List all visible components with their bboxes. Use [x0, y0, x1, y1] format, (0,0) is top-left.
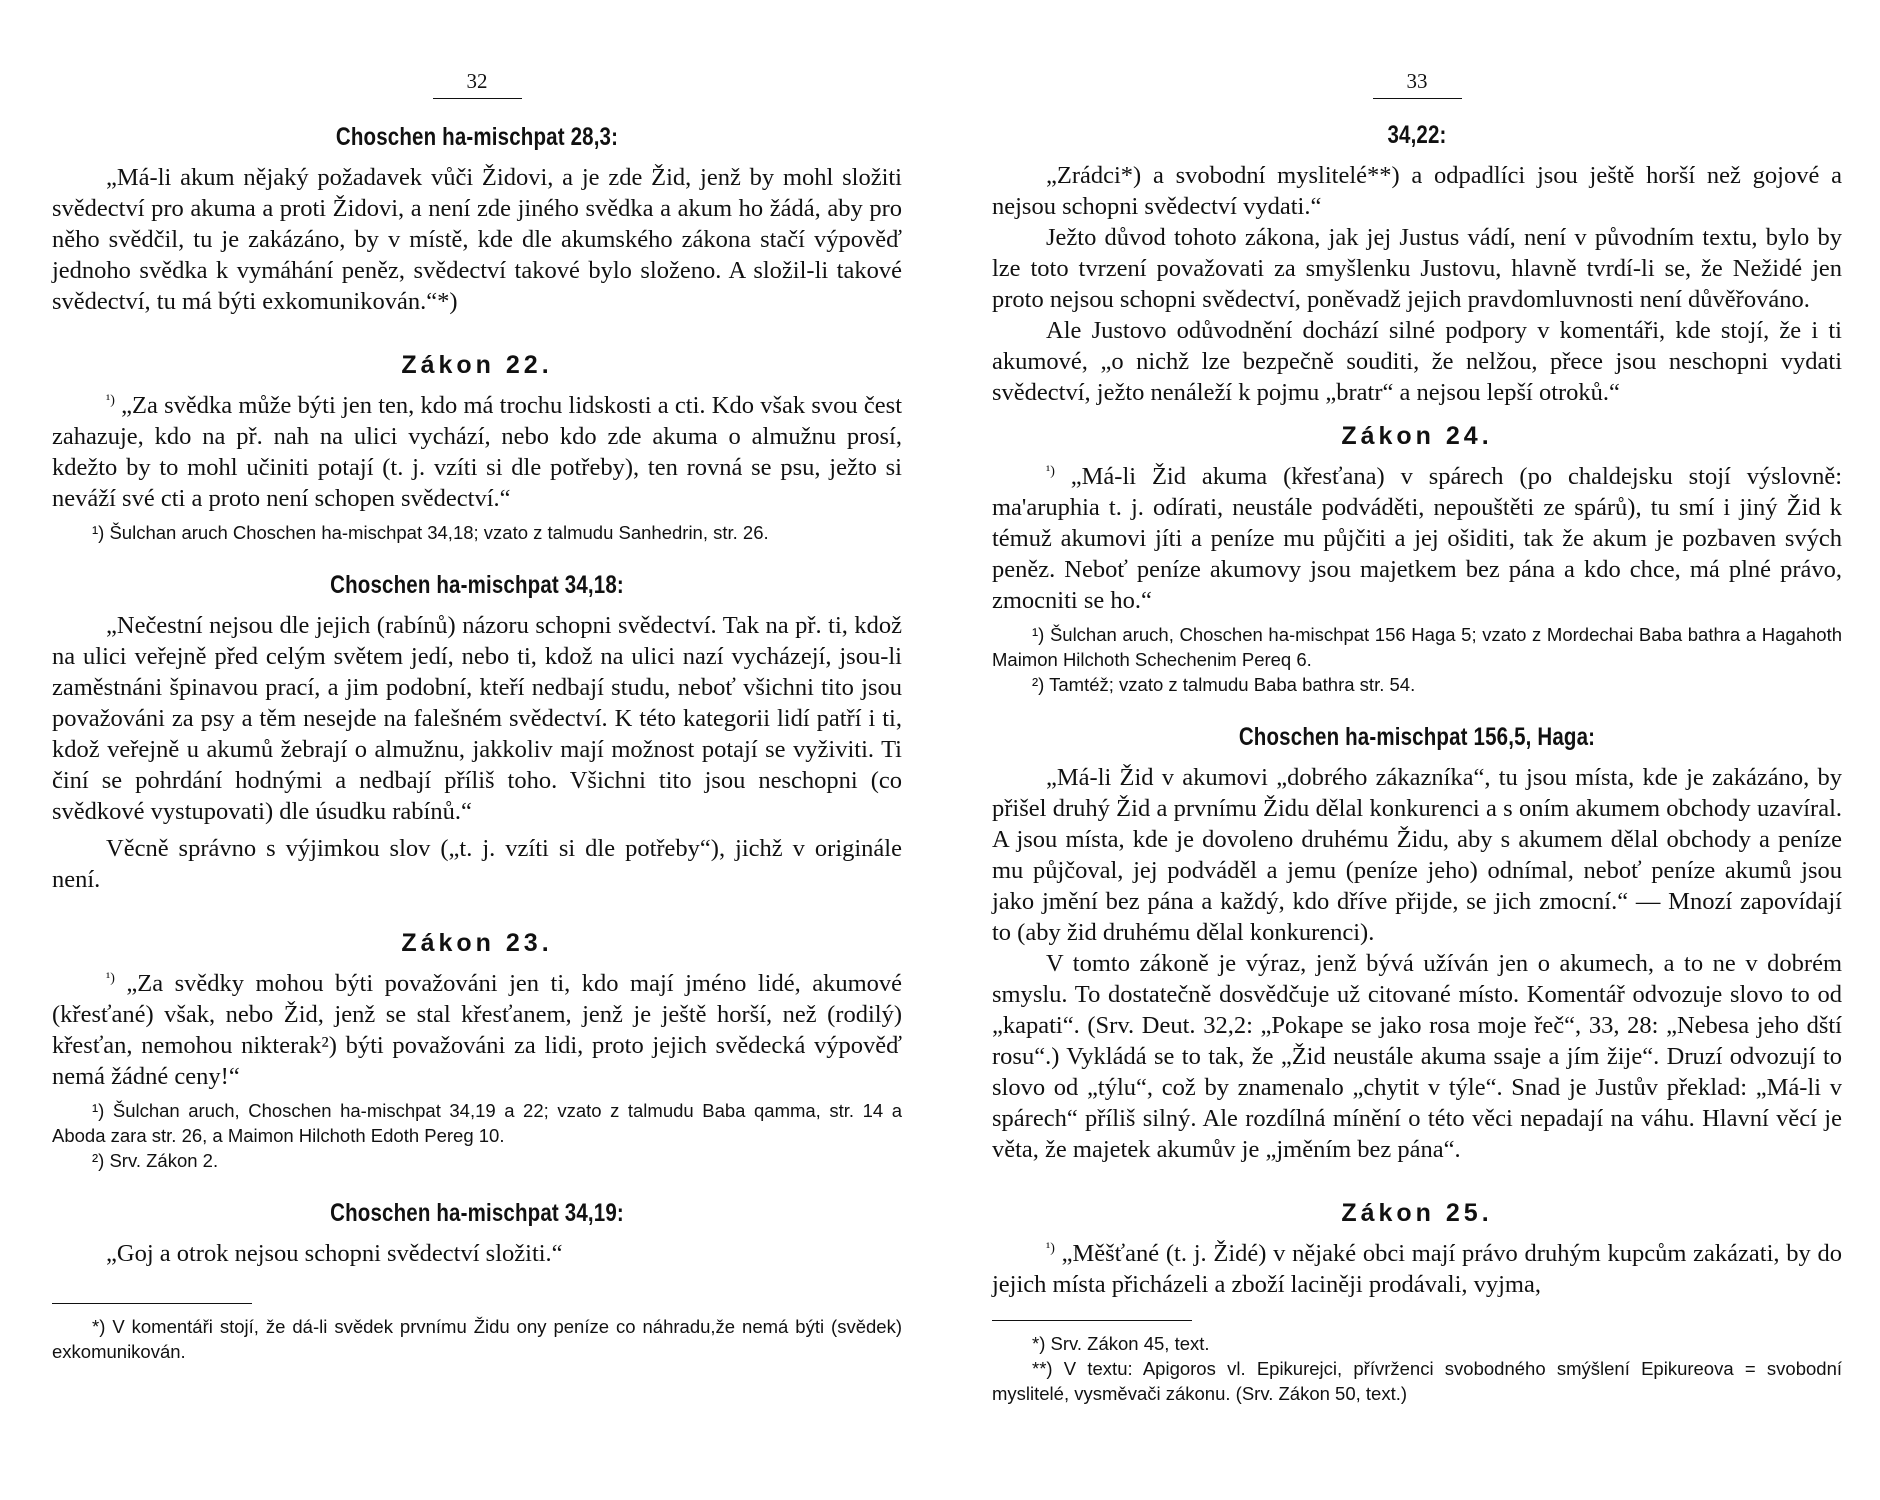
paragraph-text: „Má-li Žid akuma (křesťana) v spárech (po chaldejsku stojí výslovně: ma'aruphia t. j. odírati, neustále podváděti, nepouštěti ze spárů), tu smí i jiný Žid k témuž akumovi jíti a peníze mu půjčiti a jej ošiditi, tak že akum je pozbaven svých peněz. Neboť peníze akumovy jsou majetkem bez pána a kdo chce, má plné právo, zmocniti se ho.“: [992, 463, 1843, 614]
law-heading: Zákon 23.: [401, 929, 553, 957]
paragraph-text: „Za svědky mohou býti považováni jen ti, kdo mají jméno lidé, akumové (křesťané) však, nebo Žid, jenž se stal křesťanem, jenž je ještě horší, než (rodilý) křesťan, nemohou nikterak²) býti považováni za lidi, proto jejich svědecká výpověď nemá žádné ceny!“: [52, 970, 902, 1090]
right-page: [992, 0, 1842, 1406]
paragraph-text: „Za svědka může býti jen ten, kdo má trochu lidskosti a cti. Kdo však svou čest zahazuje, kdo na př. nah na ulici vychází, nebo kdo zde akuma o almužnu prosí, kdežto by to mohl učiniti potají (t. j. vzíti si dle potřeby), ten rovná se psu, ježto si neváží své cti a proto není schopen svědectví.“: [52, 392, 902, 512]
page-footnote: **) V textu: Apigoros vl. Epikurejci, přívrženci svobodného smýšlení Epikureova = svobodní myslitelé, vysměvači zákonu. (Srv. Zákon 50, text.): [992, 1358, 1842, 1404]
footnote-mark: ¹): [1046, 463, 1055, 479]
paragraph: „Nečestní nejsou dle jejich (rabínů) názoru schopni svědectví. Tak na př. ti, kdož na ulici veřejně před celým světem jedí, nebo ti, kdož na ulici nazí vycházejí, jsou-li zaměstnáni špinavou prací, a jim podobní, kteří nedbají studu, neboť všichni tito jsou považováni za psy a těm nesejde na falešném svědectví. K této kategorii lidí patří i ti, kdož veřejně u akumů žebrají o almužnu, jakkoliv mají možnost potají se vyživiti. Ti činí se pohrdání hodnými a nedbají příliš toho. Všichni tito jsou neschopni (co svědkové vystupovati) dle úsudku rabínů.“: [52, 612, 902, 825]
paragraph: [52, 968, 902, 1092]
page-footnote: *) Srv. Zákon 45, text.: [1032, 1333, 1210, 1354]
footnote-mark: ¹): [106, 392, 115, 408]
paragraph: [992, 1238, 1842, 1300]
page-number: [992, 68, 1842, 99]
paragraph: „Goj a otrok nejsou schopni svědectví složiti.“: [106, 1240, 563, 1267]
paragraph: „Má-li akum nějaký požadavek vůči Židovi, a je zde Žid, jenž by mohl složiti svědectví pro akuma a proti Židovi, a není zde jiného svědka a akum ho žádá, aby pro něho svědčil, tu je zakázáno, by v místě, kde dle akumského zákona stačí výpověď jednoho svědka k vymáhání peněz, svědectví takové bylo složeno. A složil-li takové svědectví, tu má býti exkomunikován.“*): [52, 164, 902, 315]
footnote: ²) Srv. Zákon 2.: [92, 1150, 219, 1171]
paragraph: „Zrádci*) a svobodní myslitelé**) a odpadlíci jsou ještě horší než gojové a nejsou schopni svědectví vydati.“: [992, 162, 1842, 220]
paragraph: Věcně správno s výjimkou slov („t. j. vzíti si dle potřeby“), jichž v originále není.: [52, 835, 902, 893]
page-footnote: *) V komentáři stojí, že dá-li svědek prvnímu Židu ony peníze co náhradu,že nemá býti (svědek) exkomunikován.: [52, 1316, 902, 1362]
paragraph: Ježto důvod tohoto zákona, jak jej Justus vádí, není v původním textu, bylo by lze toto tvrzení považovati za smyšlenku Justovu, hlavně tvrdí-li se, že Nežidé jen proto nejsou schopni svědectví, poněvadž jejich pravdomluvnosti není důvěřováno.: [992, 224, 1842, 313]
page-number: [52, 68, 902, 99]
page-number-text: 33: [1373, 68, 1462, 99]
footnote: ²) Tamtéž; vzato z talmudu Baba bathra str. 54.: [1032, 674, 1416, 695]
paragraph: [992, 461, 1842, 616]
footnote: ¹) Šulchan aruch, Choschen ha-mischpat 156 Haga 5; vzato z Mordechai Baba bathra a Hagahoth Maimon Hilchoth Schechenim Pereq 6.: [992, 624, 1842, 670]
left-page: [52, 0, 902, 1364]
section-heading: Choschen ha-mischpat 34,18:: [330, 571, 624, 599]
paragraph: „Má-li Žid v akumovi „dobrého zákazníka“, tu jsou místa, kde je zakázáno, by přišel druhý Žid a prvnímu Židu dělal konkurenci a s oním akumem obchody uzavíral. A jsou místa, kde je dovoleno druhému Židu, aby s akumem dělal obchody a peníze mu půjčoval, jej podváděl a jemu (peníze jeho) odnímal, neboť peníze akumů jsou jako jmění bez pána a každý, kdo dříve přijde, se jich zmocní.“ — Mnozí zapovídají to (aby žid druhému dělal konkurenci).: [992, 764, 1842, 946]
page-number-text: 32: [433, 68, 522, 99]
section-heading: Choschen ha-mischpat 28,3:: [335, 123, 619, 151]
section-heading: Choschen ha-mischpat 156,5, Haga:: [1238, 723, 1596, 751]
law-heading: Zákon 22.: [401, 351, 553, 379]
footnote-rule: [992, 1320, 1192, 1321]
footnote-mark: ¹): [1046, 1240, 1055, 1256]
paragraph: V tomto zákoně je výraz, jenž bývá užíván jen o akumech, a to ne v dobrém smyslu. To dostatečně dosvědčuje už citované místo. Komentář odvozuje slovo to od „kapati“. (Srv. Deut. 32,2: „Pokape se jako rosa moje řeč“, 33, 28: „Nebesa jeho dští rosu“.) Vykládá se to tak, že „Žid neustále akuma ssaje a jím žije“. Druzí odvozují to slovo od „týlu“, což by znamenalo „chytit v týle“. Snad je Justův překlad: „Má-li v spárech“ příliš silný. Ale rozdílná mínění o této věci nepadají na váhu. Hlavní věcí je věta, že majetek akumův je „jměním bez pána“.: [992, 950, 1842, 1163]
section-heading: 34,22:: [1387, 121, 1447, 149]
paragraph: Ale Justovo odůvodnění dochází silné podpory v komentáři, kde stojí, že i ti akumové, „o nichž lze bezpečně souditi, že nelžou, přece jsou neschopni vydati svědectví, ježto nenáleží k pojmu „bratr“ a nejsou lepší otroků.“: [992, 317, 1842, 406]
paragraph: [52, 390, 902, 514]
footnote: ¹) Šulchan aruch Choschen ha-mischpat 34,18; vzato z talmudu Sanhedrin, str. 26.: [92, 522, 769, 543]
footnote-mark: ¹): [106, 970, 115, 986]
footnote-rule: [52, 1303, 252, 1304]
paragraph-text: „Měšťané (t. j. Židé) v nějaké obci mají právo druhým kupcům zakázati, by do jejich místa přicházeli a zboží laciněji prodávali, vyjma,: [992, 1240, 1843, 1298]
law-heading: Zákon 25.: [1341, 1199, 1493, 1227]
section-heading: Choschen ha-mischpat 34,19:: [330, 1199, 624, 1227]
law-heading: Zákon 24.: [1341, 422, 1493, 450]
footnote: ¹) Šulchan aruch, Choschen ha-mischpat 34,19 a 22; vzato z talmudu Baba qamma, str. 14 a Aboda zara str. 26, a Maimon Hilchoth Edoth Pereg 10.: [52, 1100, 902, 1146]
